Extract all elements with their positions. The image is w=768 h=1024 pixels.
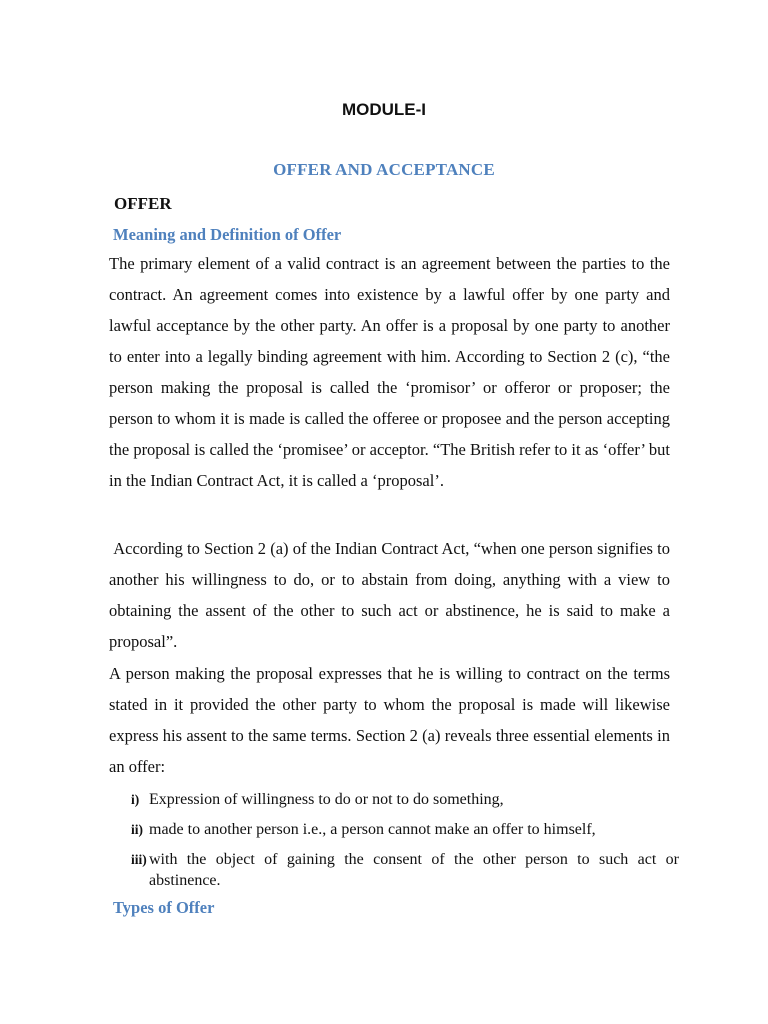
types-heading: Types of Offer <box>113 898 215 917</box>
essential-elements-list <box>131 789 679 900</box>
list-item-text: with the object of gaining the consent of the other person to such act or abstinence. <box>149 851 679 889</box>
module-title: MODULE-I <box>341 100 427 119</box>
list-item <box>131 789 679 810</box>
section-title: OFFER AND ACCEPTANCE <box>273 160 495 179</box>
list-item-number: iii) <box>131 852 147 867</box>
list-item-text: Expression of willingness to do or not to do something, <box>149 791 504 808</box>
paragraph-essential-elements: A person making the proposal expresses that he is willing to contract on the terms stated in it provided the other party to whom the proposal is made will likewise express his assent to the same terms. Section 2 (a) reveals three essential elements in an offer: <box>109 664 670 776</box>
offer-heading: OFFER <box>114 194 172 213</box>
list-item <box>131 819 679 840</box>
paragraph-definition: The primary element of a valid contract is an agreement between the parties to the contract. An agreement comes into existence by a lawful offer by one party and lawful acceptance by the other party. An offer is a proposal by one party to another to enter into a legally binding agreement with him. According to Section 2 (c), “the person making the proposal is called the ‘promisor’ or offeror or proposer; the person to whom it is made is called the offeree or proposee and the person accepting the proposal is called the ‘promisee’ or acceptor. “The British refer to it as ‘offer’ but in the Indian Contract Act, it is called a ‘proposal’. <box>109 254 670 490</box>
list-item-text: made to another person i.e., a person cannot make an offer to himself, <box>149 821 596 838</box>
list-item <box>131 849 679 891</box>
list-item-number: i) <box>131 792 140 807</box>
list-item-number: ii) <box>131 822 143 837</box>
meaning-heading: Meaning and Definition of Offer <box>113 225 342 244</box>
paragraph-section-2a: According to Section 2 (a) of the Indian Contract Act, “when one person signifies to another his willingness to do, or to abstain from doing, anything with a view to obtaining the assent of the other to such act or abstinence, he is said to make a proposal”. <box>109 539 675 651</box>
